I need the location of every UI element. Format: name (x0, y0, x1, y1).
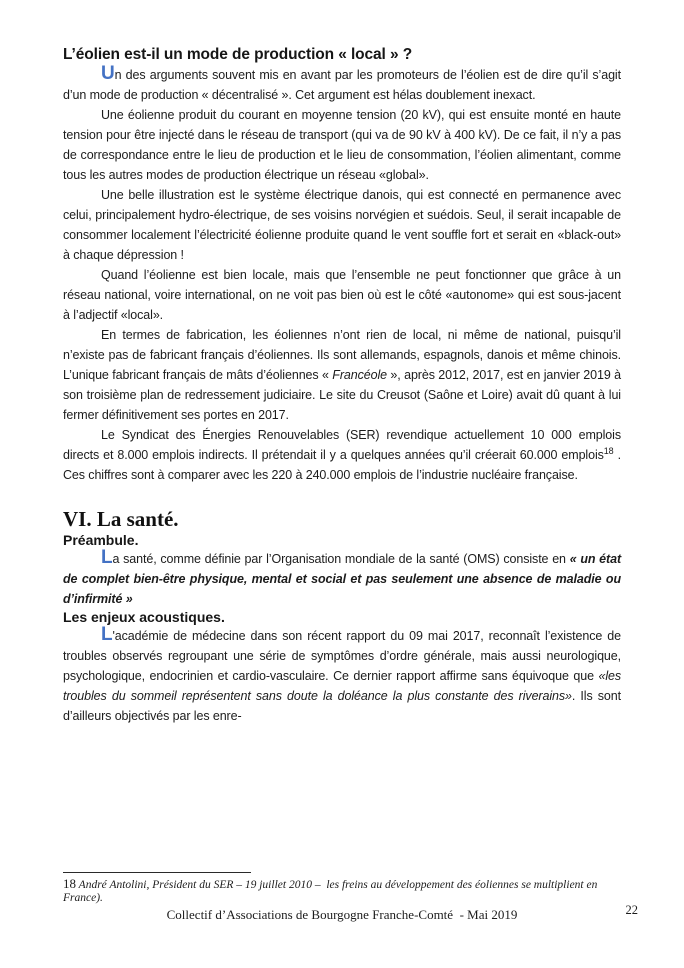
paragraph-text: », après 2012, 2017, est en janvier 2019 à son troisième plan de redressement judiciaire. Le site du Creusot (Saône et Loire) avait dû quant à lui fermer définitivement ses portes en 2017. (63, 368, 621, 422)
document-footer: Collectif d’Associations de Bourgogne Franche-Comté - Mai 2019 (166, 907, 518, 922)
section-heading-sante: VI. La santé. (63, 507, 179, 531)
paragraph-text: . Ces chiffres sont à comparer avec les 220 à 240.000 emplois de l’industrie nucléaire française. (63, 448, 621, 482)
paragraph-academie-medecine (63, 625, 621, 726)
paragraph-fabrication (63, 325, 621, 425)
paragraph-reseau-national (63, 265, 621, 325)
paragraph-oms (63, 548, 621, 609)
footnote (63, 876, 621, 904)
paragraph-arguments (63, 64, 621, 105)
dropcap-initial: L (101, 624, 113, 645)
footnote-number: 18 (63, 876, 76, 891)
paragraph-text: 'académie de médecine dans son récent rapport du 09 mai 2017, reconnaît l’existence de troubles observés regroupant une série de symptômes d’ordre générale, mais aussi neurologique, psychologique, endocrinien et cardio-vasculaire. Ce dernier rapport affirme sans équivoque que (63, 629, 621, 683)
paragraph-text: Une belle illustration est le système électrique danois, qui est connecté en permanence avec celui, principalement hydro-électrique, de ses voisins norvégien et suédois. Seul, il serait incapable de consommer localement l’électricité éolienne produite quand le vent souffle fort et serait en «black-out» à chaque dépression ! (63, 188, 621, 262)
document-content (63, 0, 621, 726)
paragraph-tension (63, 105, 621, 185)
footnote-reference: 18 (603, 445, 614, 456)
page-number: 22 (625, 903, 638, 917)
paragraph-text: Le Syndicat des Énergies Renouvelables (SER) revendique actuellement 10 000 emplois directs et 8.000 emplois indirects. Il prétendait il y a quelques années qu’il créerait 60.000 emplois (63, 428, 621, 462)
page-title: L’éolien est-il un mode de production « local » ? (63, 46, 413, 63)
oms-quote: « un état de complet bien-être physique, mental et social et pas seulement une absence de maladie ou d’infirmité » (63, 552, 622, 606)
paragraph-text: Quand l’éolienne est bien locale, mais que l’ensemble ne peut fonctionner que grâce à un réseau national, voire international, on ne voit pas bien où est le côté «autonome» qui est sous-jacent à l’adjectif «local». (63, 268, 621, 322)
paragraph-emplois (63, 425, 621, 485)
footnote-area (63, 872, 621, 923)
paragraph-text: . Ils sont d’ailleurs objectivés par les enre- (63, 689, 622, 723)
sub-heading-enjeux-acoustiques: Les enjeux acoustiques. (63, 609, 225, 625)
footnote-text: André Antolini, Président du SER – 19 juillet 2010 – les freins au développement des éoliennes se multiplient en France). (63, 879, 601, 904)
paragraph-text: Une éolienne produit du courant en moyenne tension (20 kV), qui est ensuite monté en haute tension pour être injecté dans le réseau de transport (qui va de 90 kV à 400 kV). De ce fait, il n’y a pas de correspondance entre le lieu de production et le lieu de consommation, l’éolien alimentant, comme tous les autres modes de production électrique un réseau «global». (63, 108, 621, 182)
footnote-separator-rule (63, 872, 251, 873)
company-name-italic: Francéole (332, 368, 387, 382)
dropcap-initial: U (101, 63, 115, 84)
rapport-quote: «les troubles du sommeil représentent sans doute la doléance la plus constante des riverains» (63, 669, 621, 703)
paragraph-text: a santé, comme définie par l’Organisation mondiale de la santé (OMS) consiste en (112, 552, 570, 566)
paragraph-danois (63, 185, 621, 265)
paragraph-text: En termes de fabrication, les éoliennes n’ont rien de local, ni même de national, puisqu’il n’existe pas de fabricant français d’éoliennes. Ils sont allemands, espagnols, danois et même chinois. L’unique fabricant français de mâts d’éoliennes « (63, 328, 621, 382)
paragraph-text: n des arguments souvent mis en avant par les promoteurs de l’éolien est de dire qu’il s’agit d’un mode de production « décentralisé ». Cet argument est hélas doublement inexact. (63, 68, 621, 102)
sub-heading-preambule: Préambule. (63, 532, 139, 548)
dropcap-initial: L (101, 547, 113, 568)
